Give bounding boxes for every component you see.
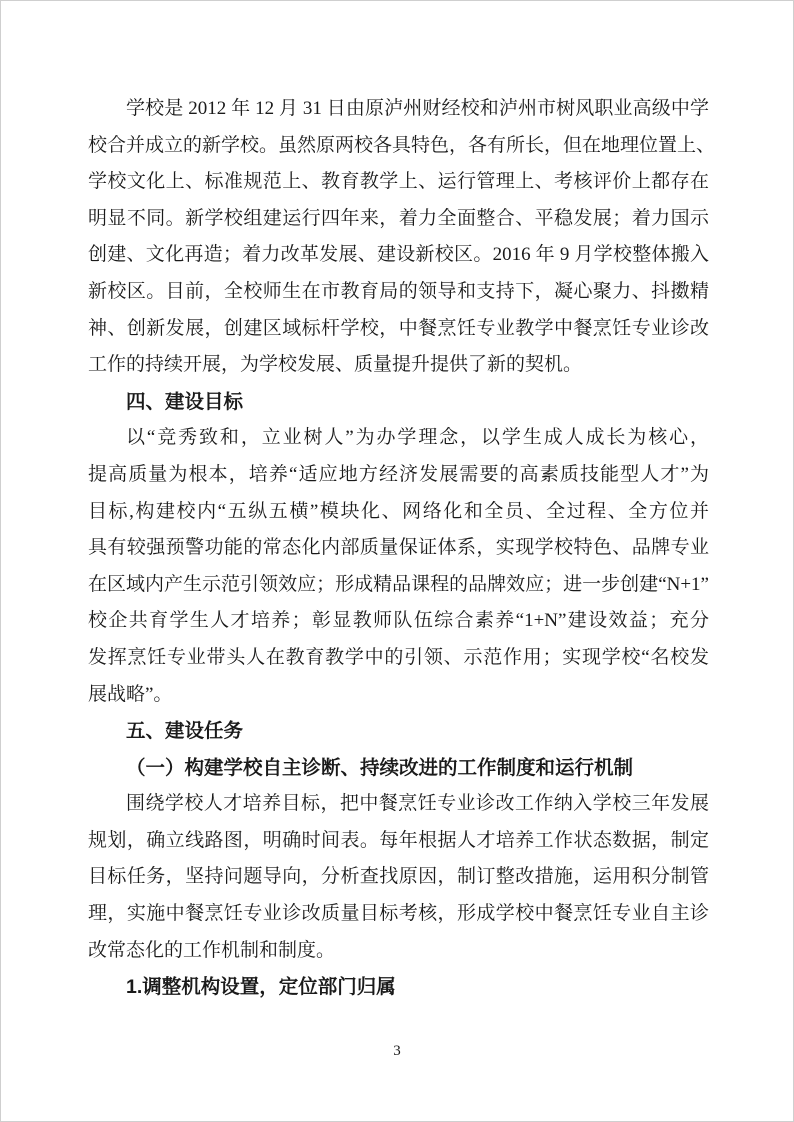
paragraph-line: 神、创新发展，创建区域标杆学校，中餐烹饪专业教学中餐烹饪专业诊改 xyxy=(88,317,709,339)
paragraph-line: 以“竞秀致和，立业树人”为办学理念，以学生成人成长为核心， xyxy=(126,427,709,449)
paragraph-line: 学校文化上、标准规范上、教育教学上、运行管理上、考核评价上都存在 xyxy=(88,171,709,193)
paragraph-line: 目标任务，坚持问题导向，分析查找原因，制订整改措施，运用积分制管 xyxy=(88,866,709,888)
section-heading-construction-goals: 四、建设目标 xyxy=(126,390,244,413)
paragraph-line: 规划，确立线路图，明确时间表。每年根据人才培养工作状态数据，制定 xyxy=(88,829,709,851)
paragraph-line: 围绕学校人才培养目标，把中餐烹饪专业诊改工作纳入学校三年发展 xyxy=(126,793,709,815)
paragraph-construction-goals xyxy=(88,420,709,713)
paragraph-line: 理，实施中餐烹饪专业诊改质量目标考核，形成学校中餐烹饪专业自主诊 xyxy=(88,903,709,925)
paragraph-line: 创建、文化再造；着力改革发展、建设新校区。2016 年 9 月学校整体搬入 xyxy=(88,244,709,266)
paragraph-line: 目标,构建校内“五纵五横”模块化、网络化和全员、全过程、全方位并 xyxy=(88,500,709,522)
paragraph-line: 校合并成立的新学校。虽然原两校各具特色，各有所长，但在地理位置上、 xyxy=(88,134,716,156)
paragraph-line: 发挥烹饪专业带头人在教育教学中的引领、示范作用；实现学校“名校发 xyxy=(88,646,709,668)
paragraph-line: 学校是 2012 年 12 月 31 日由原泸州财经校和泸州市树风职业高级中学 xyxy=(126,98,709,119)
paragraph-line: 工作的持续开展，为学校发展、质量提升提供了新的契机。 xyxy=(88,354,583,376)
section-heading-construction-tasks: 五、建设任务 xyxy=(126,720,244,743)
paragraph-line: 具有较强预警功能的常态化内部质量保证体系，实现学校特色、品牌专业 xyxy=(88,537,709,559)
paragraph-line: 明显不同。新学校组建运行四年来，着力全面整合、平稳发展；着力国示 xyxy=(88,207,709,229)
paragraph-line: 新校区。目前，全校师生在市教育局的领导和支持下，凝心聚力、抖擞精 xyxy=(88,280,709,302)
page-footer xyxy=(1,1043,793,1060)
page-number: 3 xyxy=(393,1043,401,1059)
paragraph-line: 在区域内产生示范引领效应；形成精品课程的品牌效应；进一步创建“N+1” xyxy=(88,573,709,595)
paragraph-line: 校企共育学生人才培养；彰显教师队伍综合素养“1+N”建设效益；充分 xyxy=(88,610,709,632)
paragraph-line: 改常态化的工作机制和制度。 xyxy=(88,939,336,961)
subsection-heading-work-system: （一）构建学校自主诊断、持续改进的工作制度和运行机制 xyxy=(126,756,634,779)
paragraph-school-history xyxy=(88,91,716,384)
paragraph-line: 提高质量为根本，培养“适应地方经济发展需要的高素质技能型人才”为 xyxy=(88,463,709,485)
paragraph-line: 展战略”。 xyxy=(88,683,173,705)
paragraph-work-system xyxy=(88,786,709,969)
numbered-heading-adjust-organization: 1.调整机构设置，定位部门归属 xyxy=(126,976,396,999)
